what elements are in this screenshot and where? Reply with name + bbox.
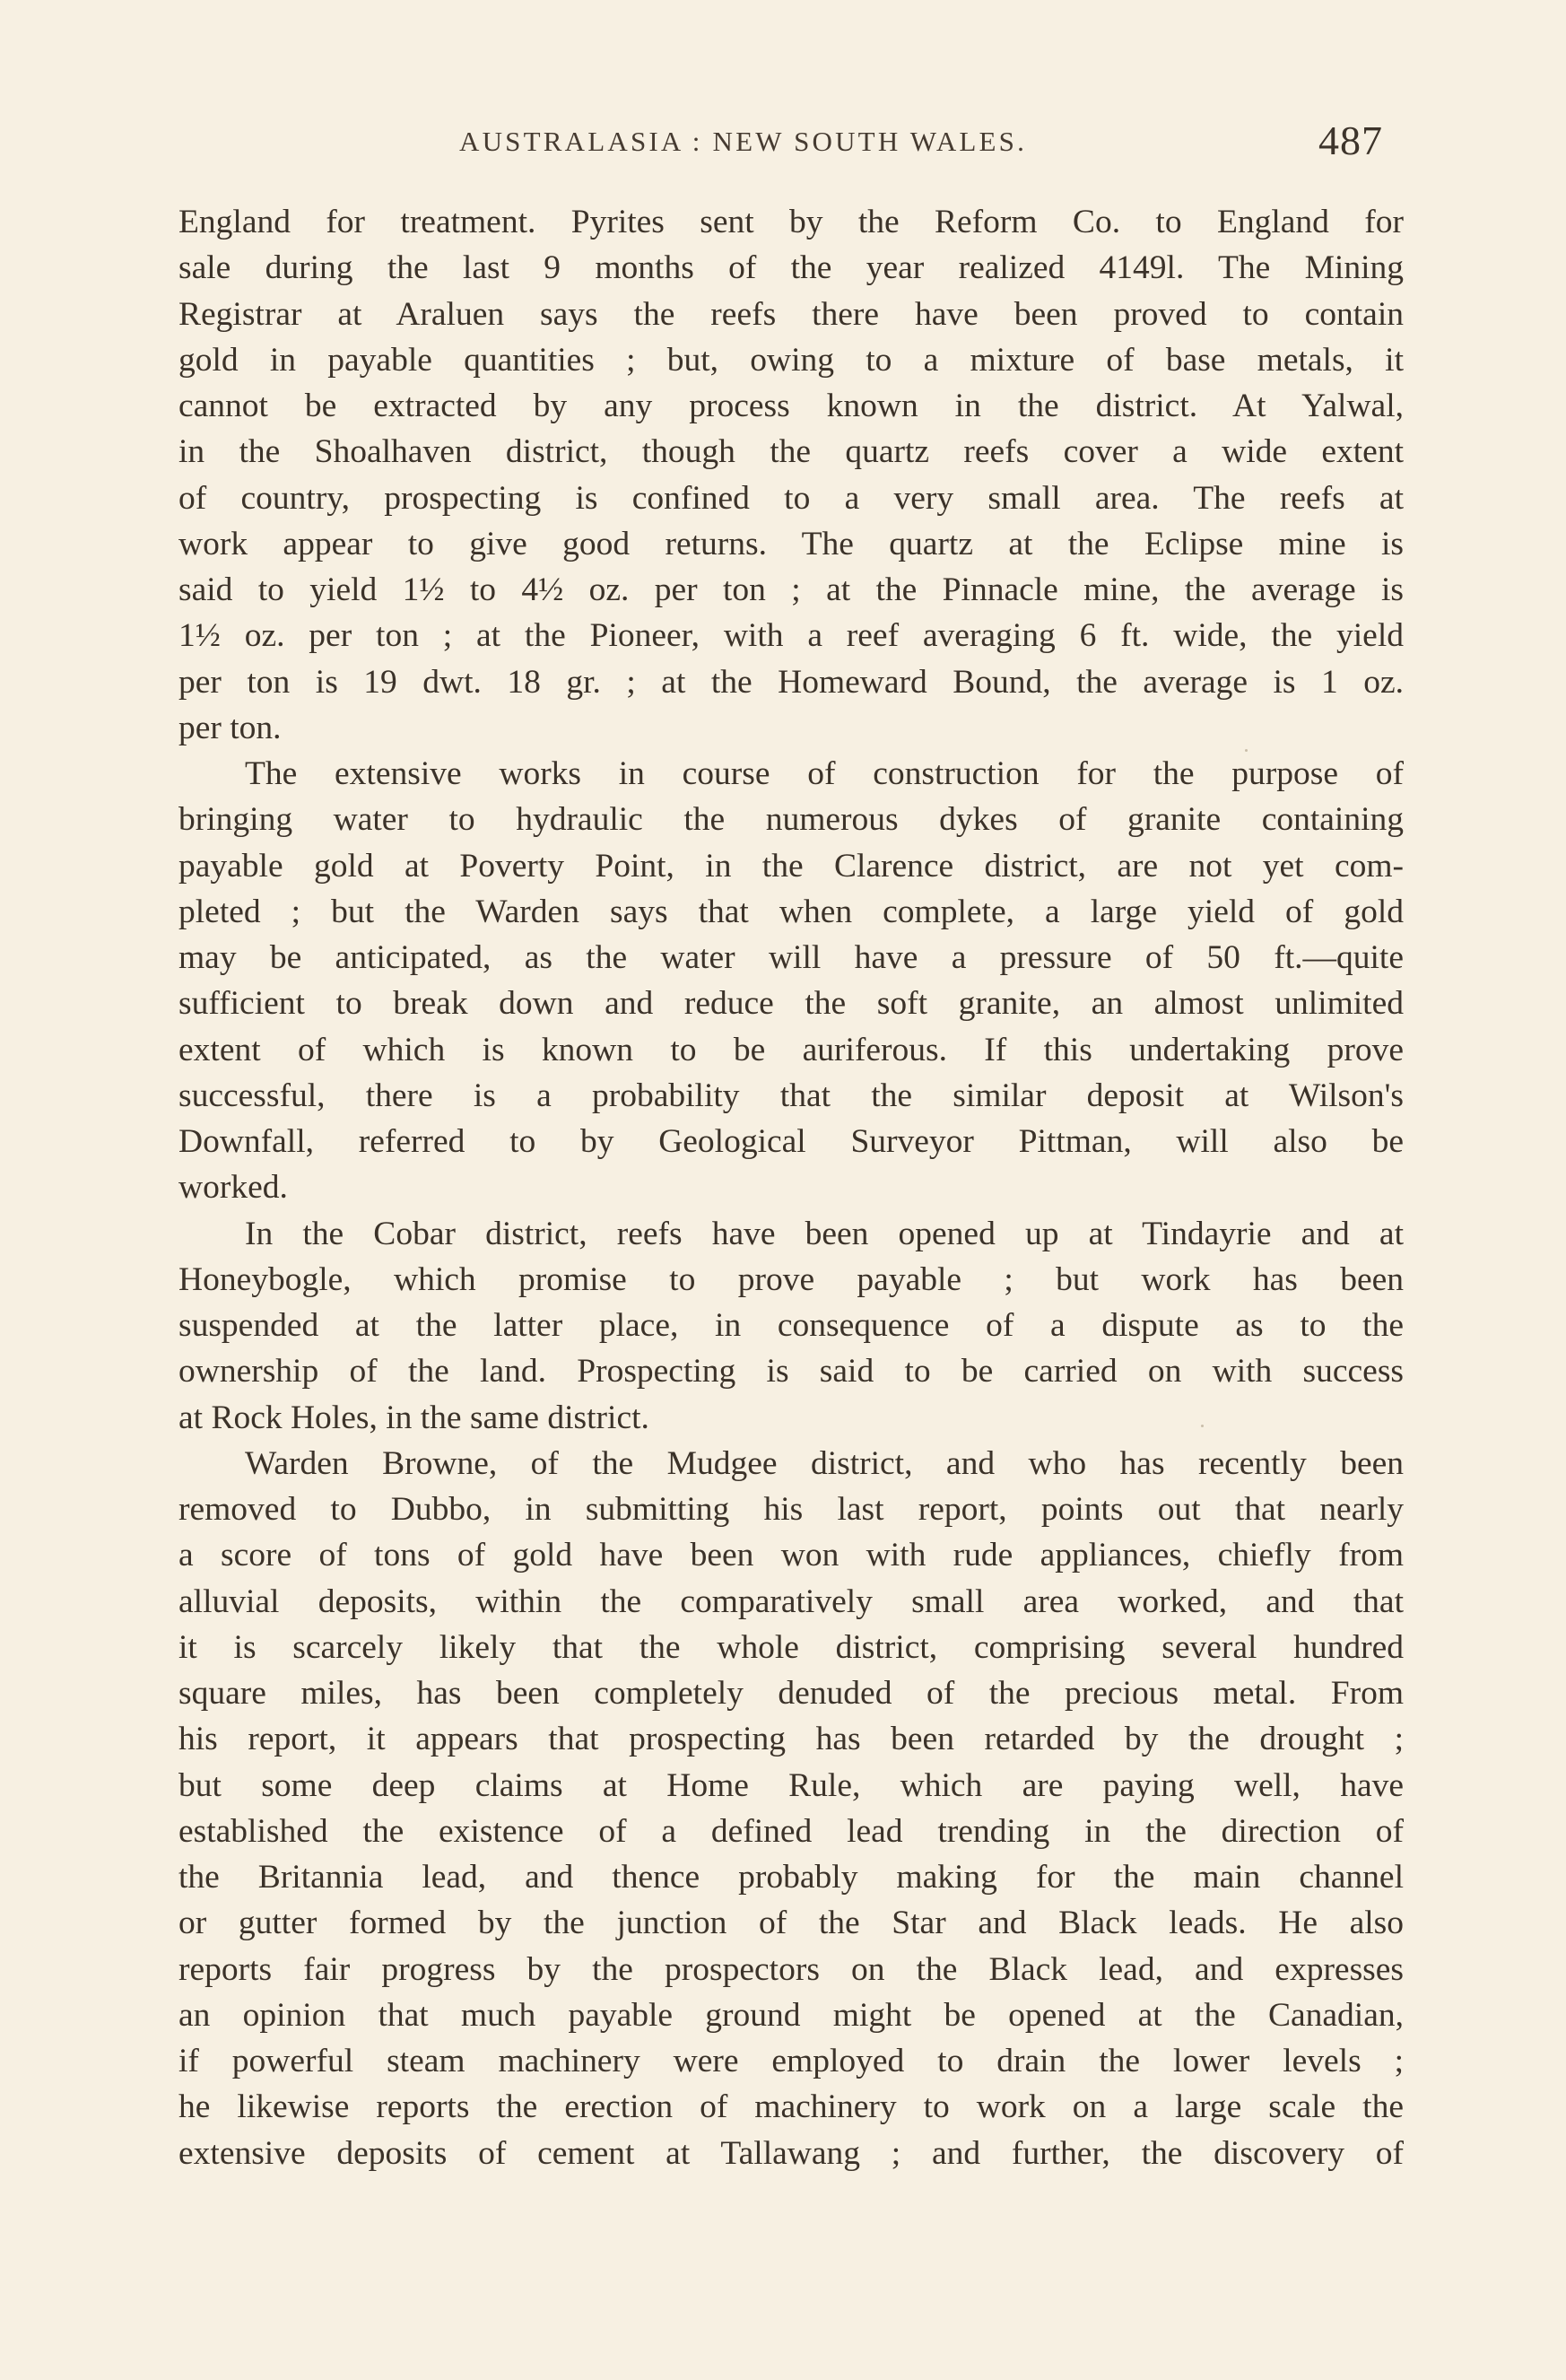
text-line: ownership of the land. Prospecting is said to be carried on with success: [178, 1353, 1404, 1391]
text-line: of country, prospecting is confined to a very small area. The reefs at: [178, 479, 1404, 517]
text-line: a score of tons of gold have been won with rude appliances, chiefly from: [178, 1537, 1404, 1574]
text-line: established the existence of a defined lead trending in the direction of: [178, 1812, 1404, 1850]
text-line: extent of which is known to be auriferous. If this undertaking prove: [178, 1031, 1404, 1068]
text-line: cannot be extracted by any process known in the district. At Yalwal,: [178, 388, 1404, 424]
text-line: Warden Browne, of the Mudgee district, and who has recently been: [245, 1444, 1404, 1482]
text-line: suspended at the latter place, in consequence of a dispute as to the: [178, 1307, 1404, 1344]
running-head: [179, 118, 1388, 172]
text-line: Honeybogle, which promise to prove payable ; but work has been: [178, 1260, 1404, 1298]
text-line: successful, there is a probability that the similar deposit at Wilson's: [178, 1077, 1404, 1114]
text-line: reports fair progress by the prospectors on the Black lead, and expresses: [178, 1950, 1404, 1988]
text-line: in the Shoalhaven district, though the quartz reefs cover a wide extent: [178, 433, 1404, 471]
text-line: 1½ oz. per ton ; at the Pioneer, with a reef averaging 6 ft. wide, the yield: [178, 617, 1404, 655]
text-line: per ton is 19 dwt. 18 gr. ; at the Homeward Bound, the average is 1 oz.: [178, 663, 1404, 701]
paragraph-4: [178, 1441, 1404, 2176]
text-line: England for treatment. Pyrites sent by the Reform Co. to England for: [178, 204, 1404, 240]
text-line: Registrar at Araluen says the reefs there have been proved to contain: [178, 295, 1404, 333]
body-text: [178, 199, 1404, 2176]
text-line: sale during the last 9 months of the year realized 4149l. The Mining: [178, 249, 1404, 287]
text-line: it is scarcely likely that the whole district, comprising several hundred: [178, 1628, 1404, 1666]
text-line: bringing water to hydraulic the numerous dykes of granite containing: [178, 801, 1404, 839]
text-line: or gutter formed by the junction of the Star and Black leads. He also: [178, 1905, 1404, 1942]
text-line: square miles, has been completely denuded of the precious metal. From: [178, 1675, 1404, 1712]
text-line: per ton.: [178, 709, 282, 746]
text-line: pleted ; but the Warden says that when complete, a large yield of gold: [178, 893, 1404, 930]
text-line: said to yield 1½ to 4½ oz. per ton ; at the Pinnacle mine, the average is: [178, 571, 1404, 608]
paper-speck: [1245, 749, 1248, 752]
paragraph-1: [178, 199, 1404, 751]
text-line: he likewise reports the erection of machinery to work on a large scale the: [178, 2088, 1404, 2126]
text-line: alluvial deposits, within the comparatively small area worked, and that: [178, 1582, 1404, 1620]
text-line: The extensive works in course of construction for the purpose of: [245, 755, 1404, 792]
text-line: sufficient to break down and reduce the soft granite, an almost unlimited: [178, 985, 1404, 1023]
text-line: an opinion that much payable ground might be opened at the Canadian,: [178, 1996, 1404, 2034]
text-line: extensive deposits of cement at Tallawang ; and further, the discovery of: [178, 2134, 1404, 2172]
paragraph-2: [178, 751, 1404, 1211]
text-line: gold in payable quantities ; but, owing to a mixture of base metals, it: [178, 341, 1404, 379]
running-title: AUSTRALASIA : NEW SOUTH WALES.: [459, 126, 1028, 157]
text-line: payable gold at Poverty Point, in the Clarence district, are not yet com-: [178, 847, 1404, 885]
paragraph-3: [178, 1211, 1404, 1441]
text-line: but some deep claims at Home Rule, which are paying well, have: [178, 1766, 1404, 1804]
text-line: removed to Dubbo, in submitting his last report, points out that nearly: [178, 1491, 1404, 1528]
text-line: may be anticipated, as the water will have a pressure of 50 ft.—quite: [178, 939, 1404, 976]
page-number: 487: [1318, 118, 1383, 163]
text-line: if powerful steam machinery were employed to drain the lower levels ;: [178, 2043, 1404, 2079]
text-line: at Rock Holes, in the same district.: [178, 1399, 649, 1436]
paper-speck: [1201, 1425, 1204, 1427]
text-line: In the Cobar district, reefs have been opened up at Tindayrie and at: [245, 1215, 1404, 1252]
text-line: Downfall, referred to by Geological Surveyor Pittman, will also be: [178, 1123, 1404, 1160]
text-line: work appear to give good returns. The quartz at the Eclipse mine is: [178, 525, 1404, 562]
text-line: his report, it appears that prospecting has been retarded by the drought ;: [178, 1721, 1404, 1758]
text-line: the Britannia lead, and thence probably making for the main channel: [178, 1859, 1404, 1896]
text-line: worked.: [178, 1169, 288, 1207]
